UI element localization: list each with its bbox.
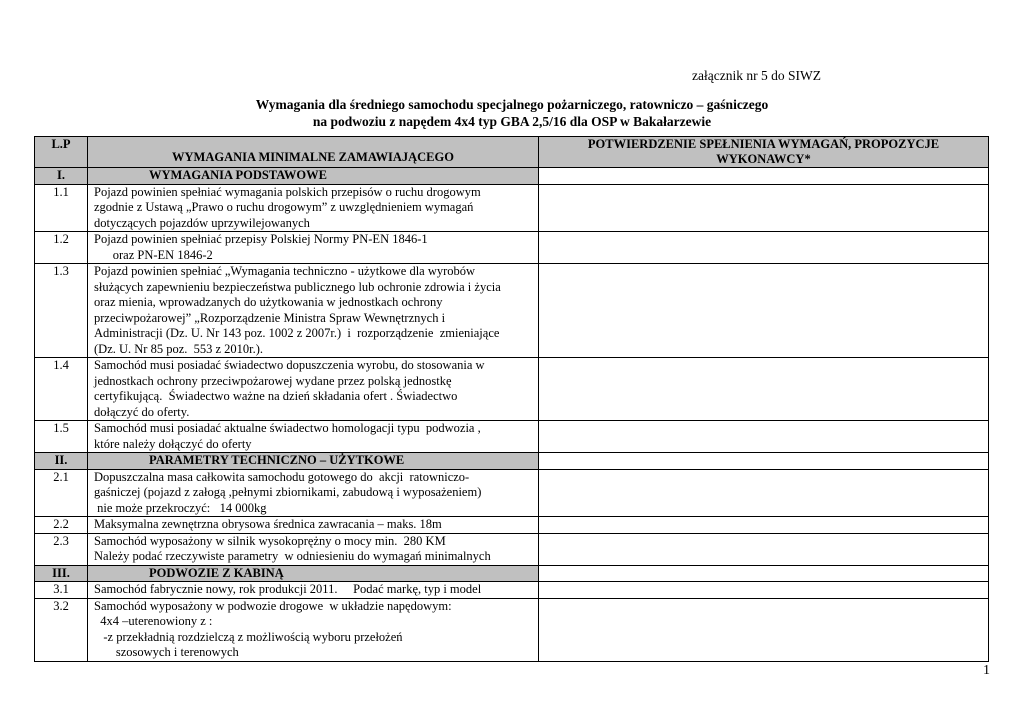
header-confirmation-line-2: WYKONAWCY* xyxy=(716,152,811,166)
section-header-row xyxy=(35,565,989,582)
requirement-line: Pojazd powinien spełniać wymagania polskich przepisów o ruchu drogowym xyxy=(94,184,481,199)
row-number: 1.5 xyxy=(35,421,88,453)
annex-reference: załącznik nr 5 do SIWZ xyxy=(692,68,821,83)
table-row xyxy=(35,264,989,358)
requirement-line: Administracji (Dz. U. Nr 143 poz. 1002 z 2007r.) i rozporządzenie zmieniające xyxy=(94,326,500,340)
confirmation-cell xyxy=(539,232,989,264)
table-row xyxy=(35,582,989,599)
requirement-line: 4x4 –uterenowiony z : xyxy=(94,614,213,628)
title-line-2: na podwoziu z napędem 4x4 typ GBA 2,5/16 dla OSP w Bakałarzewie xyxy=(312,114,712,129)
section-header-row xyxy=(35,453,989,470)
row-number: 2.1 xyxy=(35,469,88,517)
requirement-text xyxy=(88,184,539,232)
requirement-text xyxy=(88,232,539,264)
confirmation-cell xyxy=(539,582,989,599)
table-row xyxy=(35,517,989,534)
header-confirmation-line-1: POTWIERDZENIE SPEŁNIENIA WYMAGAŃ, PROPOZYCJE xyxy=(587,137,940,151)
requirement-line: -z przekładnią rozdzielczą z możliwością wyboru przełożeń xyxy=(94,629,403,644)
requirements-table xyxy=(34,136,989,662)
confirmation-cell xyxy=(539,469,989,517)
confirmation-cell xyxy=(539,358,989,421)
confirmation-cell xyxy=(539,598,989,661)
table-row xyxy=(35,184,989,232)
requirement-line: dołączyć do oferty. xyxy=(94,404,190,419)
section-number: I. xyxy=(35,168,88,185)
requirement-line: Samochód wyposażony w silnik wysokoprężny o mocy min. 280 KM xyxy=(94,533,446,548)
section-confirmation-cell xyxy=(539,453,989,470)
confirmation-cell xyxy=(539,421,989,453)
requirement-text xyxy=(88,517,539,534)
table-row xyxy=(35,469,989,517)
row-number: 2.2 xyxy=(35,517,88,534)
section-confirmation-cell xyxy=(539,168,989,185)
requirement-text xyxy=(88,598,539,661)
requirement-line: które należy dołączyć do oferty xyxy=(94,436,252,451)
header-confirmation xyxy=(539,137,989,168)
requirement-line: Samochód musi posiadać aktualne świadectwo homologacji typu podwozia , xyxy=(94,421,481,435)
row-number: 3.1 xyxy=(35,582,88,599)
row-number: 1.3 xyxy=(35,264,88,358)
requirement-line: Samochód fabrycznie nowy, rok produkcji 2011. Podać markę, typ i model xyxy=(94,582,482,596)
requirement-text xyxy=(88,264,539,358)
section-number: III. xyxy=(35,565,88,582)
requirement-line: Maksymalna zewnętrzna obrysowa średnica zawracania – maks. 18m xyxy=(94,517,442,531)
confirmation-cell xyxy=(539,533,989,565)
requirement-line: jednostkach ochrony przeciwpożarowej wydane przez polską jednostkę xyxy=(94,373,452,388)
section-header-row xyxy=(35,168,989,185)
requirement-line: Pojazd powinien spełniać przepisy Polskiej Normy PN-EN 1846-1 xyxy=(94,232,428,246)
requirement-text xyxy=(88,533,539,565)
row-number: 1.1 xyxy=(35,184,88,232)
requirement-line: Należy podać rzeczywiste parametry w odniesieniu do wymagań minimalnych xyxy=(94,549,491,563)
requirement-line: nie może przekroczyć: 14 000kg xyxy=(94,500,267,515)
requirement-line: Samochód musi posiadać świadectwo dopuszczenia wyrobu, do stosowania w xyxy=(94,358,485,372)
header-lp: L.P xyxy=(35,137,88,168)
requirement-text xyxy=(88,582,539,599)
row-number: 1.2 xyxy=(35,232,88,264)
requirement-line: oraz PN-EN 1846-2 xyxy=(94,247,213,262)
requirement-line: certyfikującą. Świadectwo ważne na dzień składania ofert . Świadectwo xyxy=(94,389,458,403)
section-confirmation-cell xyxy=(539,565,989,582)
table-header-row xyxy=(35,137,989,168)
confirmation-cell xyxy=(539,184,989,232)
requirement-text xyxy=(88,358,539,421)
requirement-line: oraz mienia, wprowadzanych do użytkowania w jednostkach ochrony xyxy=(94,295,443,309)
section-title: PARAMETRY TECHNICZNO – UŻYTKOWE xyxy=(88,453,539,470)
requirement-line: gaśniczej (pojazd z załogą ,pełnymi zbiornikami, zabudową i wyposażeniem) xyxy=(94,485,482,499)
table-row xyxy=(35,358,989,421)
section-title: WYMAGANIA PODSTAWOWE xyxy=(88,168,539,185)
header-requirements: WYMAGANIA MINIMALNE ZAMAWIAJĄCEGO xyxy=(88,137,539,168)
table-row xyxy=(35,232,989,264)
requirement-text xyxy=(88,421,539,453)
requirement-line: zgodnie z Ustawą „Prawo o ruchu drogowym” z uwzględnieniem wymagań xyxy=(94,200,474,214)
requirement-text xyxy=(88,469,539,517)
section-number: II. xyxy=(35,453,88,470)
requirement-line: Pojazd powinien spełniać „Wymagania techniczno - użytkowe dla wyrobów xyxy=(94,264,476,278)
title-line-1: Wymagania dla średniego samochodu specjalnego pożarniczego, ratowniczo – gaśniczego xyxy=(255,97,769,112)
row-number: 2.3 xyxy=(35,533,88,565)
table-row xyxy=(35,598,989,661)
requirement-line: szosowych i terenowych xyxy=(94,645,239,659)
table-row xyxy=(35,421,989,453)
section-title: PODWOZIE Z KABINĄ xyxy=(88,565,539,582)
requirement-line: (Dz. U. Nr 85 poz. 553 z 2010r.). xyxy=(94,341,264,356)
row-number: 3.2 xyxy=(35,598,88,661)
confirmation-cell xyxy=(539,517,989,534)
requirement-line: przeciwpożarowej” „Rozporządzenie Ministra Spraw Wewnętrznych i xyxy=(94,310,446,325)
requirement-line: Samochód wyposażony w podwozie drogowe w układzie napędowym: xyxy=(94,598,452,613)
document-title xyxy=(0,96,1024,130)
requirement-line: służących zapewnieniu bezpieczeństwa publicznego lub ochronie zdrowia i życia xyxy=(94,279,501,294)
row-number: 1.4 xyxy=(35,358,88,421)
confirmation-cell xyxy=(539,264,989,358)
requirement-line: dotyczących pojazdów uprzywilejowanych xyxy=(94,215,310,230)
requirement-line: Dopuszczalna masa całkowita samochodu gotowego do akcji ratowniczo- xyxy=(94,469,470,484)
table-row xyxy=(35,533,989,565)
page-number: 1 xyxy=(983,663,990,678)
